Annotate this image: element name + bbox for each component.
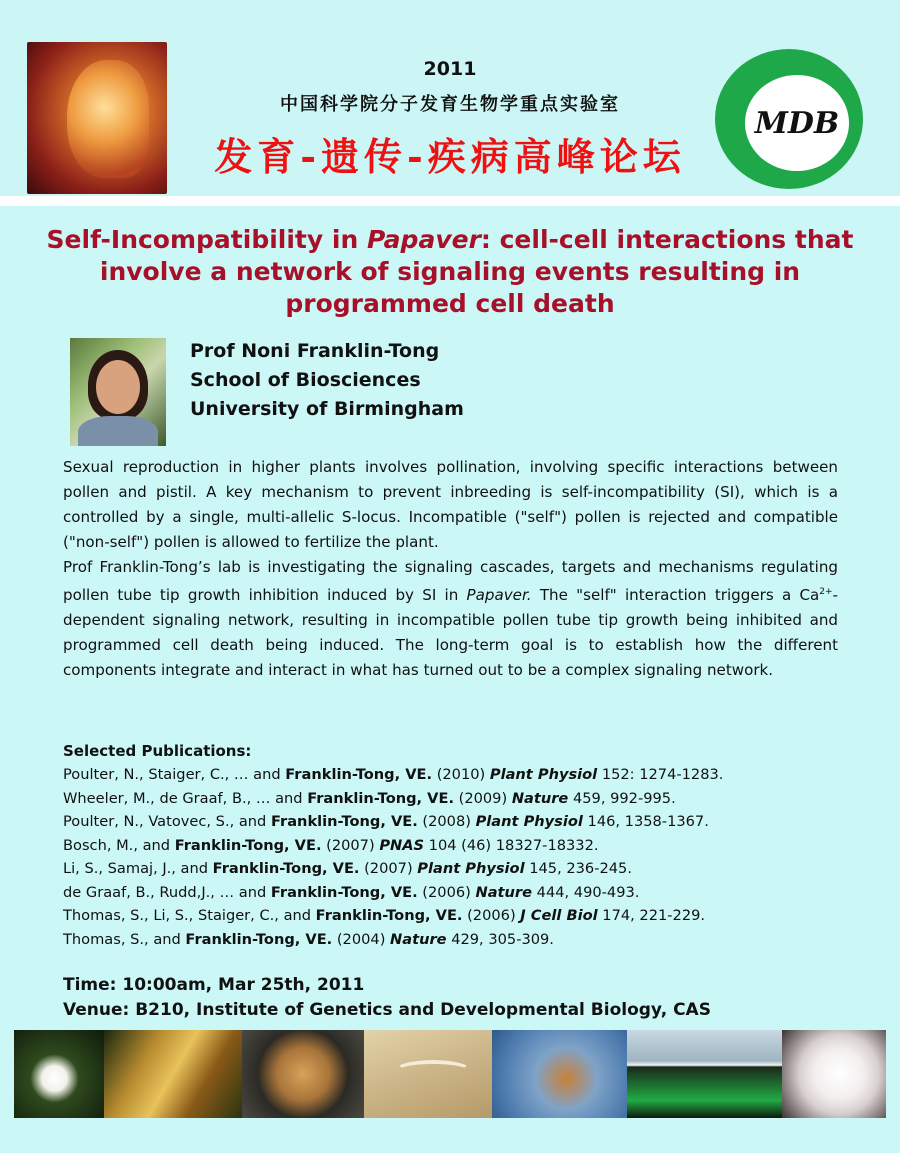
event-venue: Venue: B210, Institute of Genetics and Developmental Biology, CAS <box>63 1000 711 1020</box>
publication-item: Li, S., Samaj, J., and Franklin-Tong, VE. (2007) Plant Physiol 145, 236-245. <box>63 860 632 877</box>
lab-name-chinese: 中国科学院分子发育生物学重点实验室 <box>280 94 620 115</box>
abstract-paragraph-2: Prof Franklin-Tong’s lab is investigating the signaling cascades, targets and mechanisms regulating pollen tube tip growth inhibition induced by SI in Papaver. The "self" interaction triggers a $Ca^{2+}$-dependent signaling network, resulting in incompatible pollen tube tip growth being inhibited and programmed cell death being induced. The long-term goal is to establish how the different components integrate and interact in what has turned out to be a complex signaling network. <box>63 558 838 680</box>
speaker-info <box>190 337 690 424</box>
event-time: Time: 10:00am, Mar 25th, 2011 <box>63 975 365 995</box>
publication-item: Poulter, N., Vatovec, S., and Franklin-Tong, VE. (2008) Plant Physiol 146, 1358-1367. <box>63 813 709 830</box>
header-banner <box>0 0 900 196</box>
speaker-institution: University of Birmingham <box>190 398 464 420</box>
speaker-department: School of Biosciences <box>190 369 421 391</box>
logo-text: MDB <box>754 105 840 141</box>
publication-list <box>63 763 883 951</box>
talk-title: Self-Incompatibility in Papaver: cell-cell interactions that involve a network of signaling events resulting in programmed cell death <box>46 225 854 318</box>
publication-item: Thomas, S., Li, S., Staiger, C., and Franklin-Tong, VE. (2006) J Cell Biol 174, 221-229. <box>63 907 706 924</box>
embryo-cells-image <box>242 1030 364 1118</box>
event-details <box>63 973 711 1023</box>
arabidopsis-flower-image <box>14 1030 104 1118</box>
publication-item: Wheeler, M., de Graaf, B., … and Franklin-Tong, VE. (2009) Nature 459, 992-995. <box>63 789 676 807</box>
zebrafish-image <box>627 1030 782 1118</box>
publications-heading: Selected Publications: <box>63 742 252 760</box>
header-divider <box>0 196 900 206</box>
publication-item: Bosch, M., and Franklin-Tong, VE. (2007) PNAS 104 (46) 18327-18332. <box>63 836 599 854</box>
publication-item: Thomas, S., and Franklin-Tong, VE. (2004) Nature 429, 305-309. <box>63 930 554 948</box>
forum-title-chinese: 发育-遗传-疾病高峰论坛 <box>214 134 686 179</box>
model-organism-strip <box>14 1030 886 1118</box>
nematode-worm-image <box>364 1030 492 1118</box>
abstract-paragraph-1: Sexual reproduction in higher plants involves pollination, involving specific interactions between pollen and pistil. A key mechanism to prevent inbreeding is self-incompatibility (SI), which is a controlled by a single, multi-allelic S-locus. Incompatible ("self") pollen is rejected and compatible ("non-self") pollen is allowed to fertilize the plant. <box>63 458 838 551</box>
mdb-logo <box>707 45 873 193</box>
abstract <box>63 455 838 683</box>
publication-item: Poulter, N., Staiger, C., … and Franklin-Tong, VE. (2010) Plant Physiol 152: 1274-1283. <box>63 766 724 783</box>
event-year: 2011 <box>423 58 477 80</box>
speaker-name: Prof Noni Franklin-Tong <box>190 340 440 362</box>
fruit-fly-image <box>492 1030 627 1118</box>
rice-grain-image <box>104 1030 242 1118</box>
publication-item: de Graaf, B., Rudd,J., … and Franklin-Tong, VE. (2006) Nature 444, 490-493. <box>63 883 640 901</box>
mouse-image <box>782 1030 886 1118</box>
speaker-photo <box>70 338 166 446</box>
